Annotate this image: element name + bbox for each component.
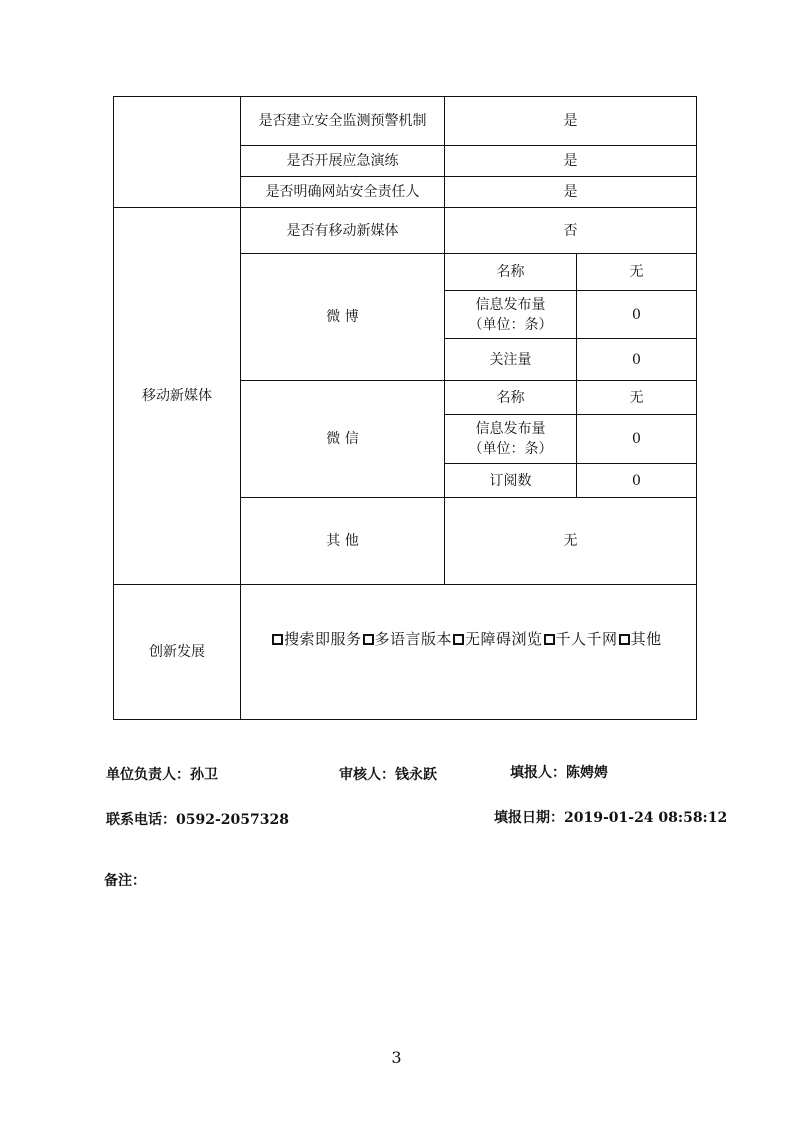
mobile-media-section-label: 移动新媒体 (114, 208, 241, 585)
other-label: 其 他 (241, 498, 445, 585)
responsible-value: 是 (445, 177, 697, 208)
monitoring-value: 是 (445, 97, 697, 146)
report-sheet (113, 96, 696, 720)
drill-value: 是 (445, 146, 697, 177)
responsible-label: 是否明确网站安全责任人 (241, 177, 445, 208)
has-media-label: 是否有移动新媒体 (241, 208, 445, 254)
empty-section-cell (114, 97, 241, 208)
wechat-subscribers-value: 0 (577, 464, 697, 498)
filler: 填报人：陈娉娉 (510, 765, 608, 781)
wechat-name-value: 无 (577, 381, 697, 415)
wechat-posts-label: 信息发布量（单位：条） (445, 415, 577, 464)
option-label: 其他 (630, 630, 662, 648)
innovation-options (271, 629, 662, 649)
remarks-label: 备注： (104, 873, 146, 889)
weibo-name-label: 名称 (445, 254, 577, 291)
wechat-label: 微 信 (241, 381, 445, 498)
checkbox-icon[interactable] (453, 634, 464, 645)
monitoring-label: 是否建立安全监测预警机制 (241, 97, 445, 146)
other-value: 无 (445, 498, 697, 585)
weibo-label: 微 博 (241, 254, 445, 381)
reviewer: 审核人：钱永跃 (339, 767, 437, 783)
wechat-posts-value: 0 (577, 415, 697, 464)
option-label: 无障碍浏览 (465, 630, 543, 648)
option-label: 搜索即服务 (284, 630, 362, 648)
checkbox-icon[interactable] (544, 634, 555, 645)
table-row (114, 97, 697, 146)
table-row (114, 208, 697, 254)
table-row (114, 585, 697, 720)
option-label: 多语言版本 (374, 630, 453, 648)
wechat-name-label: 名称 (445, 381, 577, 415)
has-media-value: 否 (445, 208, 697, 254)
weibo-posts-label: 信息发布量（单位：条） (445, 291, 577, 339)
weibo-followers-value: 0 (577, 339, 697, 381)
contact-phone: 联系电话：0592-2057328 (106, 812, 289, 828)
innovation-section-label: 创新发展 (114, 585, 241, 720)
drill-label: 是否开展应急演练 (241, 146, 445, 177)
checkbox-icon[interactable] (272, 634, 283, 645)
checkbox-icon[interactable] (363, 634, 374, 645)
fill-date: 填报日期：2019-01-24 08:58:12 (494, 810, 728, 826)
weibo-posts-value: 0 (577, 291, 697, 339)
weibo-name-value: 无 (577, 254, 697, 291)
wechat-subscribers-label: 订阅数 (445, 464, 577, 498)
report-table (113, 96, 697, 720)
checkbox-icon[interactable] (619, 634, 630, 645)
option-label: 千人千网 (555, 630, 618, 648)
unit-head: 单位负责人：孙卫 (106, 767, 218, 783)
weibo-followers-label: 关注量 (445, 339, 577, 381)
page-number: 3 (391, 1048, 402, 1067)
innovation-options-cell (241, 585, 697, 720)
